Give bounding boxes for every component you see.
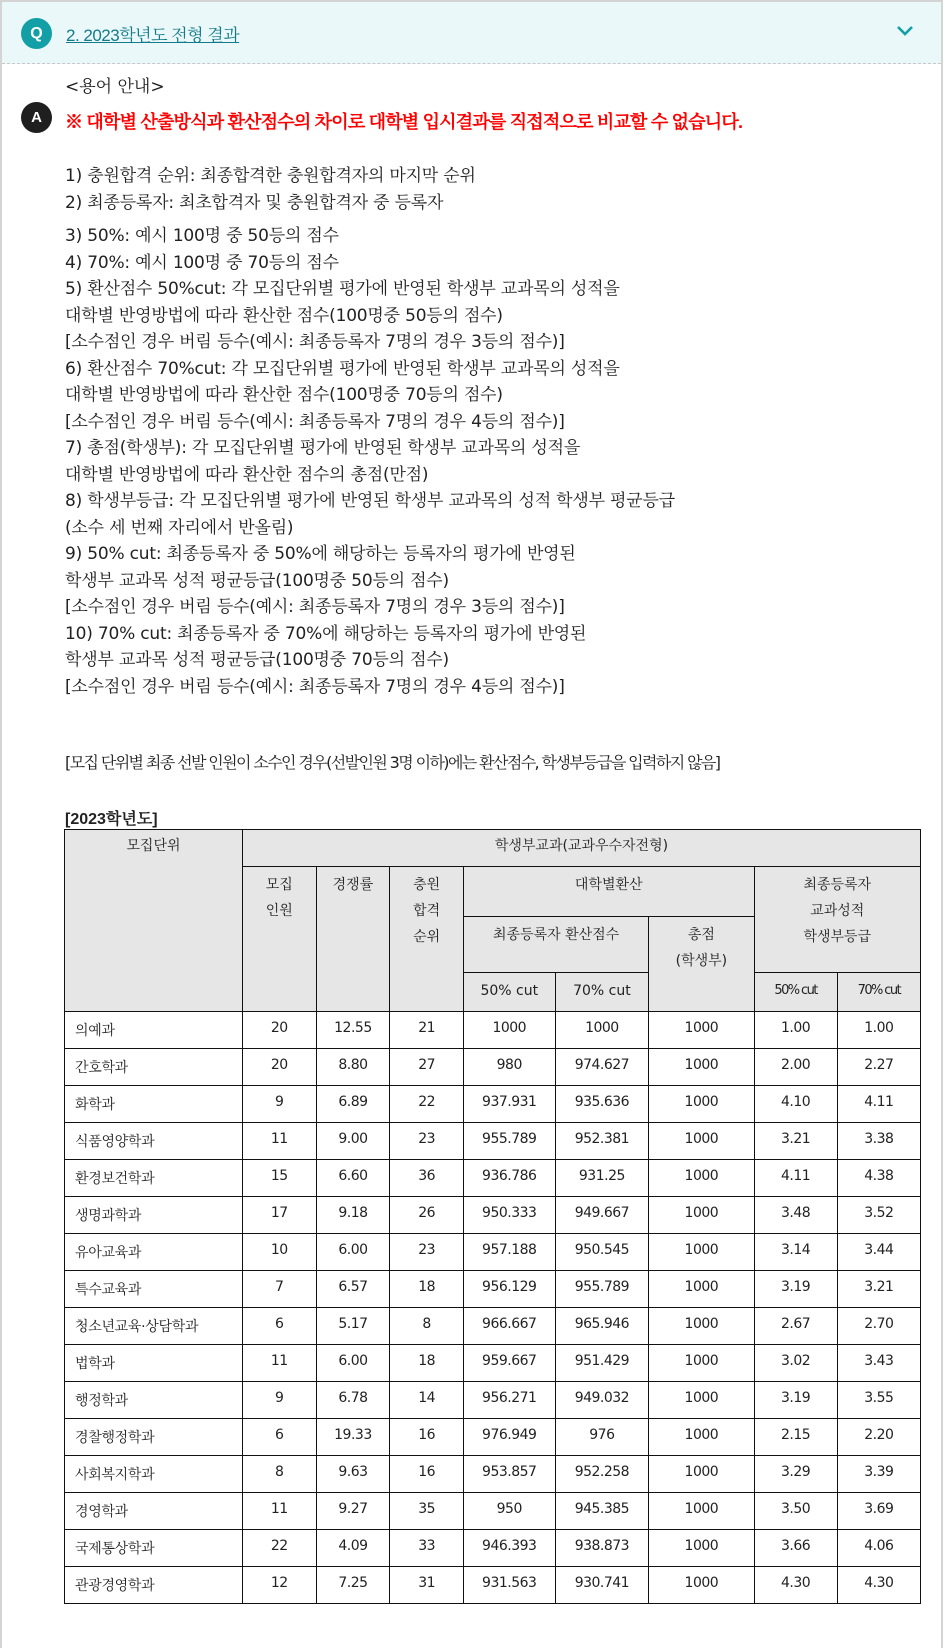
- cell-competition: 19.33: [316, 1419, 390, 1456]
- selection-note: [모집 단위별 최종 선발 인원이 소수인 경우(선발인원 3명 이하)에는 환산점수, 학생부등급을 입력하지 않음]: [65, 753, 720, 772]
- definition-line: 5) 환산점수 50%cut: 각 모집단위별 평가에 반영된 학생부 교과목의 성적을: [65, 279, 620, 299]
- cell-grade50: 3.48: [754, 1197, 837, 1234]
- cell-quota: 7: [242, 1271, 316, 1308]
- cell-grade70: 4.11: [837, 1086, 920, 1123]
- cell-grade50: 4.11: [754, 1160, 837, 1197]
- cell-competition: 9.27: [316, 1493, 390, 1530]
- cell-grade70: 2.20: [837, 1419, 920, 1456]
- definition-line: 대학별 반영방법에 따라 환산한 점수(100명중 70등의 점수): [65, 385, 503, 405]
- definition-line: [소수점인 경우 버림 등수(예시: 최종등록자 7명의 경우 4등의 점수)]: [65, 676, 565, 697]
- cell-unit: 사회복지학과: [65, 1456, 243, 1493]
- table-row: [65, 1197, 921, 1234]
- cell-grade50: 3.66: [754, 1530, 837, 1567]
- cell-waitlist: 23: [390, 1123, 464, 1160]
- cell-grade50: 3.14: [754, 1234, 837, 1271]
- cell-grade70: 2.27: [837, 1049, 920, 1086]
- cell-conv70: 950.545: [555, 1234, 649, 1271]
- table-row: [65, 1160, 921, 1197]
- cell-competition: 6.60: [316, 1160, 390, 1197]
- cell-quota: 15: [242, 1160, 316, 1197]
- cell-unit: 법학과: [65, 1345, 243, 1382]
- cell-conv50: 931.563: [463, 1567, 555, 1604]
- definition-line: 학생부 교과목 성적 평균등급(100명중 70등의 점수): [65, 650, 449, 670]
- cell-conv50: 950.333: [463, 1197, 555, 1234]
- definition-line: 2) 최종등록자: 최초합격자 및 충원합격자 중 등록자: [65, 192, 444, 213]
- cell-total: 1000: [649, 1530, 754, 1567]
- definition-line: (소수 세 번째 자리에서 반올림): [65, 517, 294, 538]
- cell-total: 1000: [649, 1456, 754, 1493]
- cell-unit: 청소년교육·상담학과: [65, 1308, 243, 1345]
- cell-conv50: 936.786: [463, 1160, 555, 1197]
- definition-line: 대학별 반영방법에 따라 환산한 점수(100명중 50등의 점수): [65, 305, 503, 326]
- warning-text: ※ 대학별 산출방식과 환산점수의 차이로 대학별 입시결과를 직접적으로 비교할 수 없습니다.: [65, 112, 743, 132]
- cell-conv70: 952.258: [555, 1456, 649, 1493]
- cell-total: 1000: [649, 1567, 754, 1604]
- cell-conv70: 955.789: [555, 1271, 649, 1308]
- cell-quota: 6: [242, 1419, 316, 1456]
- cell-waitlist: 23: [390, 1234, 464, 1271]
- table-row: [65, 1086, 921, 1123]
- cell-conv70: 952.381: [555, 1123, 649, 1160]
- cell-total: 1000: [649, 1160, 754, 1197]
- cell-conv70: 949.032: [555, 1382, 649, 1419]
- cell-conv50: 956.271: [463, 1382, 555, 1419]
- cell-competition: 8.80: [316, 1049, 390, 1086]
- cell-competition: 5.17: [316, 1308, 390, 1345]
- cell-unit: 환경보건학과: [65, 1160, 243, 1197]
- header-univ-conversion: 대학별환산: [463, 867, 754, 917]
- cell-total: 1000: [649, 1049, 754, 1086]
- header-conv-50: 50% cut: [463, 973, 555, 1012]
- definition-line: 8) 학생부등급: 각 모집단위별 평가에 반영된 학생부 교과목의 성적 학생부 평균등급: [65, 491, 675, 511]
- cell-grade70: 4.30: [837, 1567, 920, 1604]
- cell-unit: 국제통상학과: [65, 1530, 243, 1567]
- cell-unit: 경찰행정학과: [65, 1419, 243, 1456]
- cell-grade70: 3.55: [837, 1382, 920, 1419]
- header-waitlist-rank: 충원 합격 순위: [390, 867, 464, 1012]
- cell-waitlist: 14: [390, 1382, 464, 1419]
- definition-line: 6) 환산점수 70%cut: 각 모집단위별 평가에 반영된 학생부 교과목의 성적을: [65, 358, 620, 379]
- cell-conv50: 1000: [463, 1012, 555, 1049]
- cell-quota: 8: [242, 1456, 316, 1493]
- cell-quota: 12: [242, 1567, 316, 1604]
- table-row: [65, 1382, 921, 1419]
- cell-grade70: 3.38: [837, 1123, 920, 1160]
- year-label: [2023학년도]: [65, 811, 158, 828]
- definition-line: [소수점인 경우 버림 등수(예시: 최종등록자 7명의 경우 3등의 점수)]: [65, 332, 565, 352]
- cell-conv50: 976.949: [463, 1419, 555, 1456]
- cell-unit: 특수교육과: [65, 1271, 243, 1308]
- cell-competition: 6.57: [316, 1271, 390, 1308]
- cell-grade70: 4.06: [837, 1530, 920, 1567]
- cell-waitlist: 31: [390, 1567, 464, 1604]
- question-badge: Q: [21, 18, 52, 49]
- cell-conv50: 957.188: [463, 1234, 555, 1271]
- cell-total: 1000: [649, 1123, 754, 1160]
- cell-unit: 식품영양학과: [65, 1123, 243, 1160]
- cell-grade50: 3.02: [754, 1345, 837, 1382]
- cell-waitlist: 18: [390, 1271, 464, 1308]
- cell-grade70: 1.00: [837, 1012, 920, 1049]
- header-grade-70: 70% cut: [837, 973, 920, 1012]
- table-row: [65, 1456, 921, 1493]
- cell-conv70: 931.25: [555, 1160, 649, 1197]
- cell-competition: 4.09: [316, 1530, 390, 1567]
- answer-badge: A: [21, 102, 52, 133]
- definition-line: 10) 70% cut: 최종등록자 중 70%에 해당하는 등록자의 평가에 반영된: [65, 623, 587, 644]
- cell-quota: 9: [242, 1086, 316, 1123]
- cell-quota: 11: [242, 1493, 316, 1530]
- cell-grade70: 3.69: [837, 1493, 920, 1530]
- cell-grade50: 4.10: [754, 1086, 837, 1123]
- cell-grade70: 3.44: [837, 1234, 920, 1271]
- cell-total: 1000: [649, 1197, 754, 1234]
- table-row: [65, 1530, 921, 1567]
- table-row: [65, 1567, 921, 1604]
- cell-total: 1000: [649, 1308, 754, 1345]
- cell-total: 1000: [649, 1086, 754, 1123]
- cell-competition: 6.00: [316, 1345, 390, 1382]
- definition-line: 7) 총점(학생부): 각 모집단위별 평가에 반영된 학생부 교과목의 성적을: [65, 438, 581, 458]
- cell-waitlist: 27: [390, 1049, 464, 1086]
- cell-total: 1000: [649, 1271, 754, 1308]
- cell-grade50: 2.00: [754, 1049, 837, 1086]
- cell-conv50: 980: [463, 1049, 555, 1086]
- cell-conv70: 976: [555, 1419, 649, 1456]
- chevron-down-icon[interactable]: [896, 24, 914, 38]
- header-unit: 모집단위: [65, 830, 243, 1012]
- cell-grade50: 1.00: [754, 1012, 837, 1049]
- cell-unit: 의예과: [65, 1012, 243, 1049]
- cell-grade70: 4.38: [837, 1160, 920, 1197]
- header-competition: 경쟁률: [316, 867, 390, 1012]
- cell-unit: 관광경영학과: [65, 1567, 243, 1604]
- guide-title: <용어 안내>: [65, 77, 165, 97]
- question-header[interactable]: [2, 2, 941, 64]
- cell-total: 1000: [649, 1493, 754, 1530]
- cell-conv70: 945.385: [555, 1493, 649, 1530]
- cell-unit: 행정학과: [65, 1382, 243, 1419]
- definition-line: 4) 70%: 예시 100명 중 70등의 점수: [65, 252, 339, 273]
- cell-competition: 12.55: [316, 1012, 390, 1049]
- cell-grade70: 2.70: [837, 1308, 920, 1345]
- cell-waitlist: 22: [390, 1086, 464, 1123]
- cell-conv50: 950: [463, 1493, 555, 1530]
- cell-total: 1000: [649, 1345, 754, 1382]
- table-row: [65, 1049, 921, 1086]
- cell-grade50: 4.30: [754, 1567, 837, 1604]
- cell-grade50: 2.67: [754, 1308, 837, 1345]
- cell-conv50: 956.129: [463, 1271, 555, 1308]
- cell-waitlist: 18: [390, 1345, 464, 1382]
- cell-conv50: 946.393: [463, 1530, 555, 1567]
- cell-grade50: 2.15: [754, 1419, 837, 1456]
- header-grade: 최종등록자 교과성적 학생부등급: [754, 867, 921, 973]
- table-row: [65, 1308, 921, 1345]
- cell-conv70: 949.667: [555, 1197, 649, 1234]
- cell-quota: 20: [242, 1049, 316, 1086]
- cell-grade70: 3.39: [837, 1456, 920, 1493]
- cell-waitlist: 33: [390, 1530, 464, 1567]
- cell-competition: 9.63: [316, 1456, 390, 1493]
- cell-waitlist: 36: [390, 1160, 464, 1197]
- cell-quota: 20: [242, 1012, 316, 1049]
- cell-waitlist: 35: [390, 1493, 464, 1530]
- cell-total: 1000: [649, 1234, 754, 1271]
- table-row: [65, 1234, 921, 1271]
- header-quota: 모집 인원: [242, 867, 316, 1012]
- header-track: 학생부교과(교과우수자전형): [242, 830, 920, 867]
- table-row: [65, 1012, 921, 1049]
- cell-grade70: 3.21: [837, 1271, 920, 1308]
- definition-line: 3) 50%: 예시 100명 중 50등의 점수: [65, 226, 339, 246]
- cell-conv70: 1000: [555, 1012, 649, 1049]
- cell-quota: 11: [242, 1345, 316, 1382]
- cell-competition: 9.00: [316, 1123, 390, 1160]
- table-row: [65, 1493, 921, 1530]
- cell-grade50: 3.19: [754, 1271, 837, 1308]
- cell-conv50: 966.667: [463, 1308, 555, 1345]
- cell-grade50: 3.50: [754, 1493, 837, 1530]
- cell-conv70: 974.627: [555, 1049, 649, 1086]
- cell-unit: 경영학과: [65, 1493, 243, 1530]
- cell-conv70: 930.741: [555, 1567, 649, 1604]
- cell-conv50: 955.789: [463, 1123, 555, 1160]
- cell-conv50: 953.857: [463, 1456, 555, 1493]
- cell-conv70: 935.636: [555, 1086, 649, 1123]
- cell-conv70: 938.873: [555, 1530, 649, 1567]
- cell-competition: 6.89: [316, 1086, 390, 1123]
- admission-results-table: [64, 829, 921, 1604]
- cell-unit: 생명과학과: [65, 1197, 243, 1234]
- header-final-conversion: 최종등록자 환산점수: [463, 917, 648, 973]
- cell-competition: 9.18: [316, 1197, 390, 1234]
- cell-quota: 11: [242, 1123, 316, 1160]
- definition-line: 대학별 반영방법에 따라 환산한 점수의 총점(만점): [65, 464, 429, 485]
- cell-waitlist: 21: [390, 1012, 464, 1049]
- cell-grade70: 3.43: [837, 1345, 920, 1382]
- cell-quota: 10: [242, 1234, 316, 1271]
- cell-conv70: 965.946: [555, 1308, 649, 1345]
- table-row: [65, 1419, 921, 1456]
- definition-line: 학생부 교과목 성적 평균등급(100명중 50등의 점수): [65, 570, 449, 591]
- cell-total: 1000: [649, 1012, 754, 1049]
- header-total: 총점 (학생부): [649, 917, 754, 1012]
- cell-waitlist: 26: [390, 1197, 464, 1234]
- cell-competition: 7.25: [316, 1567, 390, 1604]
- definition-line: [소수점인 경우 버림 등수(예시: 최종등록자 7명의 경우 4등의 점수)]: [65, 411, 565, 432]
- cell-unit: 유아교육과: [65, 1234, 243, 1271]
- cell-total: 1000: [649, 1419, 754, 1456]
- cell-waitlist: 16: [390, 1419, 464, 1456]
- cell-quota: 22: [242, 1530, 316, 1567]
- cell-grade50: 3.29: [754, 1456, 837, 1493]
- question-title-link[interactable]: 2. 2023학년도 전형 결과: [66, 26, 240, 45]
- header-grade-50: 50% cut: [754, 973, 837, 1012]
- cell-unit: 간호학과: [65, 1049, 243, 1086]
- table-row: [65, 1123, 921, 1160]
- header-conv-70: 70% cut: [555, 973, 649, 1012]
- table-row: [65, 1271, 921, 1308]
- cell-quota: 6: [242, 1308, 316, 1345]
- definition-line: 1) 충원합격 순위: 최종합격한 충원합격자의 마지막 순위: [65, 166, 476, 186]
- definitions-list: [65, 163, 675, 700]
- cell-conv50: 959.667: [463, 1345, 555, 1382]
- cell-conv50: 937.931: [463, 1086, 555, 1123]
- definition-line: [소수점인 경우 버림 등수(예시: 최종등록자 7명의 경우 3등의 점수)]: [65, 597, 565, 617]
- table-row: [65, 1345, 921, 1382]
- definition-line: 9) 50% cut: 최종등록자 중 50%에 해당하는 등록자의 평가에 반영된: [65, 544, 576, 564]
- cell-grade70: 3.52: [837, 1197, 920, 1234]
- cell-waitlist: 16: [390, 1456, 464, 1493]
- cell-grade50: 3.19: [754, 1382, 837, 1419]
- cell-waitlist: 8: [390, 1308, 464, 1345]
- cell-competition: 6.00: [316, 1234, 390, 1271]
- cell-unit: 화학과: [65, 1086, 243, 1123]
- cell-grade50: 3.21: [754, 1123, 837, 1160]
- cell-total: 1000: [649, 1382, 754, 1419]
- cell-quota: 9: [242, 1382, 316, 1419]
- cell-quota: 17: [242, 1197, 316, 1234]
- cell-conv70: 951.429: [555, 1345, 649, 1382]
- cell-competition: 6.78: [316, 1382, 390, 1419]
